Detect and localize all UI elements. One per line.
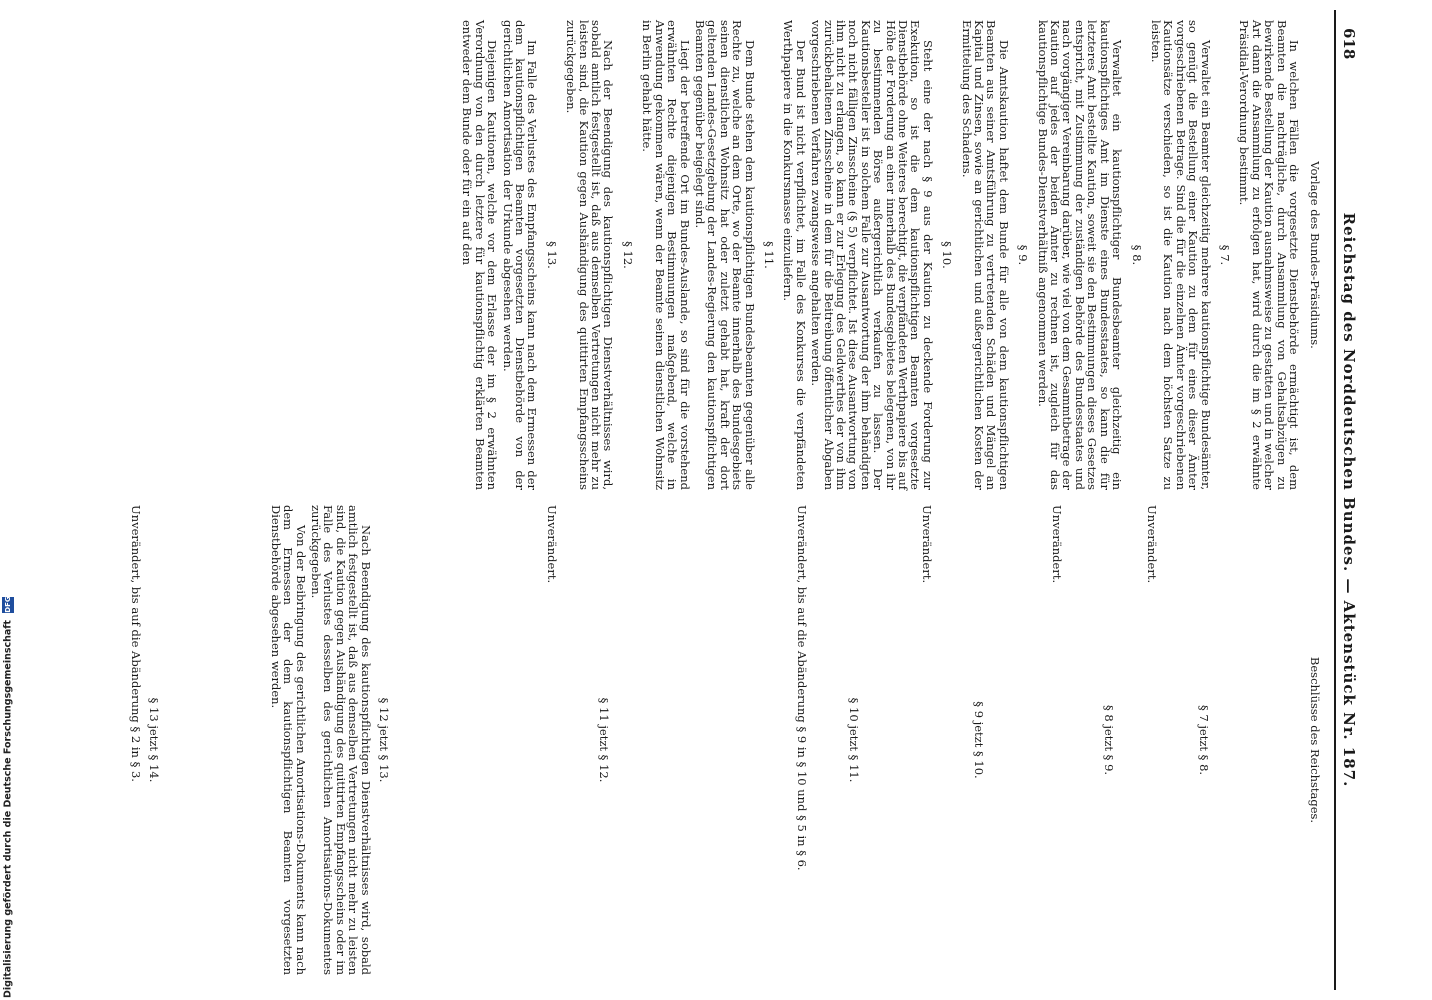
right-item-13 [129,505,160,975]
section-heading: § 9. [1016,244,1031,266]
section-paragraph: Unverändert. [1144,505,1159,584]
intro-paragraph: In welchen Fällen die vorgesetzte Dienstbehörde ermächtigt ist, dem Beamten die nachträgliche, durch Ansammlung von Gehaltsabzügen zu bewirkende Bestellung der Kaution ausnahmsweise zu gestatten und in welcher Art dann die Ansammlung zu erfolgen hat, wird durch die im § 2 erwähnte Präsidial-Verordnung bestimmt. [1237,20,1301,490]
section-paragraph: Steht eine der nach § 9 aus der Kaution zu deckende Forderung zur Exekution, so ist die dem kautionspflichtigen Beamten vorgesetzte Dienstbehörde ohne Weiteres berechtigt, die verpfändeten Werthpapiere bis auf Höhe der Forderung an einer innerhalb des Bundesgebietes belegenen, von ihr zu bestimmenden Börse außergerichtlich verkaufen zu lassen. Der Kautionsbesteller ist in solchem Falle zur Ausantwortung der ihm behändigten noch nicht fälligen Zinsscheine (§ 5) verpflichtet. Ist diese Ausantwortung von ihm nicht zu erlangen, so kann er zur Erlegung des Geldwerthes der von ihm zurückbehaltenen Zinsscheine in dem für die Beitreibung öffentlicher Abgaben vorgeschriebenen Verfahren zwangsweise angehalten werden. [809,20,935,490]
section-paragraph: Der Bund ist nicht verpflichtet, im Falle des Konkurses die verpfändeten Werthpapiere in die Konkursmasse einzuliefern. [781,20,808,490]
right-item-10 [795,505,860,975]
section-paragraph: Verwaltet ein Beamter gleichzeitig mehrere kautionspflichtige Bundesämter, so genügt die Bestellung einer Kaution zu dem für eines dieser Ämter vorgeschriebenen Betrage. Sind die für die einzelnen Ämter vorgeschriebenen Kautionsätze verschieden, so ist die Kaution nach dem höchsten Satze zu leisten. [1148,20,1213,490]
running-header [1334,10,1362,990]
section-heading: § 7 jetzt § 8. [1197,704,1211,776]
section-paragraph: Unverändert, bis auf die Abänderung § 9 in § 10 und § 5 in § 6. [794,505,809,871]
section-heading: § 10. [940,241,955,269]
section-paragraph: Liegt der betreffende Ort im Bundes-Auslande, so sind für die vorstehend erwähnten Rechte diejenigen Bestimmungen maßgebend, welche in Anwendung gekommen wären, wenn der Beamte seinen dienstlichen Wohnsitz in Berlin gehabt hätte. [640,20,692,490]
footer-text: Digitalisierung gefördert durch die Deutsche Forschungsgemeinschaft [2,620,14,998]
right-item-9 [920,505,985,975]
section-heading: § 8 jetzt § 9. [1102,704,1116,776]
right-item-8 [1050,505,1115,975]
section-paragraph: Im Falle des Verlustes des Empfangsscheins kann nach dem Ermessen der dem kautionspflichtigen Beamten vorgesetzten Dienstbehörde von der gerichtlichen Amortisation der Urkunde abgesehen werden. [500,20,540,490]
section-heading: § 8. [1129,244,1144,266]
section-heading: § 13 jetzt § 14. [147,697,161,783]
digitization-footer [2,0,22,998]
section-paragraph: Nach der Beendigung des kautionspflichtigen Dienstverhältnisses wird, sobald amtlich festgestellt ist, daß aus demselben Vertretungen nicht mehr zu leisten sind, die Kaution gegen Aushändigung des quittirten Empfangsscheins zurückgegeben. [564,20,616,490]
section-heading: § 11 jetzt § 12. [597,697,611,783]
left-column-heading: Vorlage des Bundes-Präsidiums. [1308,161,1322,349]
page-number: 618 [1340,28,1358,60]
section-paragraph: Diejenigen Kautionen, welche vor dem Erlasse der im § 2 erwähnten Verordnung von den durch letztere für kautionspflichtig erklärten Beamten entweder dem Bunde oder für ein auf den [460,20,500,490]
right-item-7 [1145,505,1210,975]
section-paragraph: Die Amtskaution haftet dem Bunde für alle von dem kautionspflichtigen Beamten aus seiner Amtsführung zu vertretenden Schäden und Mängel an Kapital und Zinsen, sowie an gerichtlichen und außergerichtlichen Kosten der Ermittelung des Schadens. [959,20,1011,490]
left-column [458,20,1300,490]
section-paragraph: Unverändert. [544,505,559,584]
page-title: Reichstag des Norddeutschen Bundes. — Aktenstück Nr. 187. [1340,212,1358,788]
section-paragraph: Verwaltet ein kautionspflichtiger Bundesbeamter gleichzeitig ein kautionspflichtiges Amt im Dienste eines Bundesstaates, so kann die für letzteres Amt bestellte Kaution, soweit sie den Bestimmungen dieses Gesetzes entspricht, mit Zustimmung der zuständigen Behörde des Bundesstaates und nach vorgängiger Vereinbarung darüber, wie viel von dem Gesammtbetrage der Kaution auf jedes der beiden Ämter zu rechnen ist, zugleich für das kautionspflichtige Bundes-Dienstverhältniß angenommen werden. [1035,20,1125,490]
right-column-heading: Beschlüsse des Reichstages. [1308,656,1322,824]
dfg-logo-icon: DFG [4,596,12,613]
section-heading: § 12. [620,241,635,269]
section-heading: § 11. [761,241,776,269]
section-paragraph: Unverändert, bis auf die Abänderung § 2 in § 3. [128,505,143,782]
section-paragraph: Unverändert. [1049,505,1064,584]
section-paragraph: Unverändert. [919,505,934,584]
right-item-11 [545,505,610,975]
right-item-12 [269,505,390,975]
section-heading: § 13. [544,241,559,269]
section-heading: § 12 jetzt § 13. [377,697,391,783]
section-heading: § 10 jetzt § 11. [847,697,861,783]
section-heading: § 9 jetzt § 10. [972,701,986,779]
section-paragraph: Dem Bunde stehen dem kautionspflichtigen Bundesbeamten gegenüber alle Rechte zu, welche an dem Orte, wo der Beamte innerhalb des Bundesgebiets seinen dienstlichen Wohnsitz hat oder zuletzt gehabt hat, kraft der dort geltenden Landes-Gesetzgebung der Landes-Regierung den kautionspflichtigen Beamten gegenüber beigelegt sind. [692,20,757,490]
section-paragraph: Von der Beibringung des gerichtlichen Amortisations-Dokuments kann nach dem Ermessen der dem kautionspflichtigen Beamten vorgesetzten Dienstbehörde abgesehen werden. [268,505,308,975]
section-heading: § 7. [1217,244,1232,266]
section-paragraph: Nach Beendigung des kautionspflichtigen Dienstverhältnisses wird, sobald amtlich festgestellt ist, daß aus demselben Vertretungen nicht mehr zu leisten sind, die Kaution gegen Aushändigung des quittirten Empfangsscheins oder im Falle des Verlustes desselben des gerichtlichen Amortisations-Dokumentes zurückgegeben. [308,505,373,975]
